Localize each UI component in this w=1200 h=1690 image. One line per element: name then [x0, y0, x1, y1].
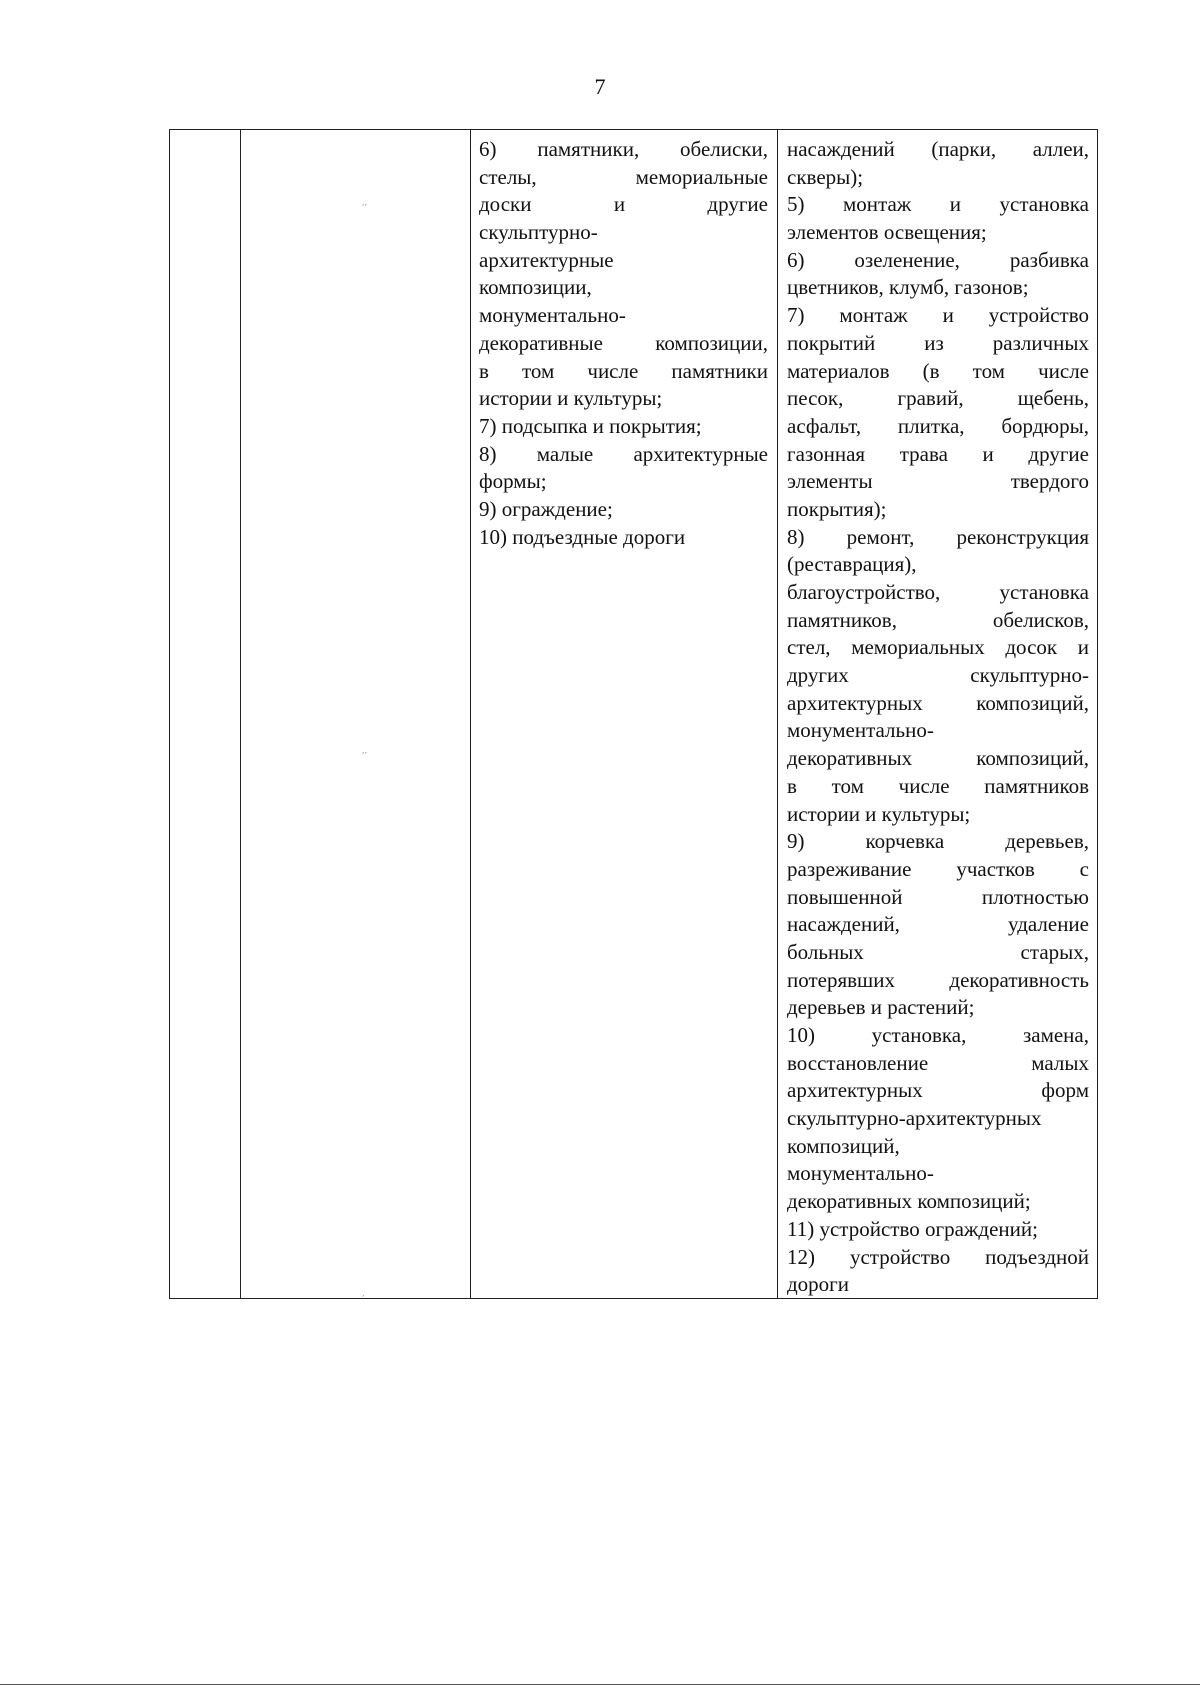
- table-cell-line: 6) озеленение, разбивка: [787, 247, 1089, 272]
- table-cell-line: скульптурно-: [479, 220, 598, 245]
- table-cell-line: архитектурных форм: [787, 1078, 1089, 1103]
- table-cell-line: памятников, обелисков,: [787, 607, 1089, 632]
- table-cell-line: элементы твердого: [787, 469, 1089, 494]
- table-cell-line: монументально-: [787, 718, 934, 743]
- table-cell-line: цветников, клумб, газонов;: [787, 275, 1029, 300]
- table-cell-line: монументально-: [479, 303, 626, 328]
- scan-artifact-mark: ′′: [362, 202, 367, 215]
- table-cell-line: восстановление малых: [787, 1050, 1089, 1075]
- table-cell-line: композиций,: [787, 1133, 900, 1158]
- table-cell-line: 11) устройство ограждений;: [787, 1216, 1038, 1241]
- table-cell-line: композиции,: [479, 275, 592, 300]
- table-cell-line: архитектурные: [479, 247, 614, 272]
- table-cell-line: асфальт, плитка, бордюры,: [787, 413, 1089, 438]
- page-edge-line: [0, 1684, 1200, 1685]
- column-divider-3: [777, 130, 778, 1298]
- table-cell-line: 9) ограждение;: [479, 496, 613, 521]
- table-cell-line: газонная трава и другие: [787, 441, 1089, 466]
- table-cell-line: 12) устройство подъездной: [787, 1244, 1089, 1269]
- table-cell-line: архитектурных композиций,: [787, 690, 1089, 715]
- table-cell-line: формы;: [479, 469, 547, 494]
- table-cell-line: стел, мемориальных досок и: [787, 635, 1089, 660]
- table-cell-line: 7) подсыпка и покрытия;: [479, 413, 702, 438]
- document-table: [169, 129, 1098, 1299]
- table-cell-line: истории и культуры;: [479, 386, 663, 411]
- scan-artifact-mark: ′′: [362, 750, 367, 763]
- column-divider-1: [240, 130, 241, 1298]
- table-cell-line: повышенной плотностью: [787, 884, 1089, 909]
- table-cell-line: песок, гравий, щебень,: [787, 386, 1089, 411]
- table-cell-line: стелы, мемориальные: [479, 164, 768, 189]
- scan-artifact-mark: ′: [362, 1293, 365, 1306]
- table-cell-line: 5) монтаж и установка: [787, 192, 1089, 217]
- page-number: 7: [594, 74, 606, 99]
- table-cell-line: покрытия);: [787, 496, 887, 521]
- table-cell-line: скверы);: [787, 164, 864, 189]
- table-cell-line: больных старых,: [787, 939, 1089, 964]
- table-cell-line: (реставрация),: [787, 552, 917, 577]
- table-cell-line: деревьев и растений;: [787, 995, 975, 1020]
- table-cell-line: благоустройство, установка: [787, 580, 1089, 604]
- column-divider-2: [470, 130, 471, 1298]
- table-cell-line: скульптурно-архитектурных: [787, 1106, 1042, 1131]
- table-cell-line: покрытий из различных: [787, 330, 1089, 355]
- table-cell-line: дороги: [787, 1272, 850, 1297]
- table-cell-line: потерявших декоративность: [787, 967, 1089, 992]
- table-cell-line: 8) малые архитектурные: [479, 441, 768, 466]
- table-cell-line: декоративных композиций;: [787, 1189, 1031, 1214]
- table-cell-line: 10) установка, замена,: [787, 1023, 1089, 1047]
- table-cell-line: других скульптурно-: [787, 663, 1089, 688]
- table-cell-line: элементов освещения;: [787, 220, 987, 245]
- table-cell-line: материалов (в том числе: [787, 358, 1089, 383]
- table-cell-line: 10) подъездные дороги: [479, 524, 686, 549]
- table-cell-objects: [479, 136, 768, 551]
- table-cell-line: декоративные композиции,: [479, 330, 768, 355]
- table-cell-line: декоративных композиций,: [787, 746, 1089, 771]
- table-cell-works: [787, 136, 1089, 1299]
- table-cell-line: 7) монтаж и устройство: [787, 303, 1089, 328]
- table-cell-line: доски и другие: [479, 192, 768, 217]
- table-cell-line: в том числе памятников: [787, 773, 1089, 798]
- table-cell-line: монументально-: [787, 1161, 934, 1186]
- table-cell-line: 9) корчевка деревьев,: [787, 829, 1089, 854]
- table-cell-line: насаждений, удаление: [787, 912, 1089, 937]
- table-cell-line: насаждений (парки, аллеи,: [787, 137, 1089, 161]
- table-cell-line: 8) ремонт, реконструкция: [787, 524, 1089, 549]
- table-cell-line: разреживание участков с: [787, 856, 1089, 881]
- table-cell-line: 6) памятники, обелиски,: [479, 137, 768, 161]
- table-cell-line: в том числе памятники: [479, 358, 768, 383]
- table-cell-line: истории и культуры;: [787, 801, 971, 826]
